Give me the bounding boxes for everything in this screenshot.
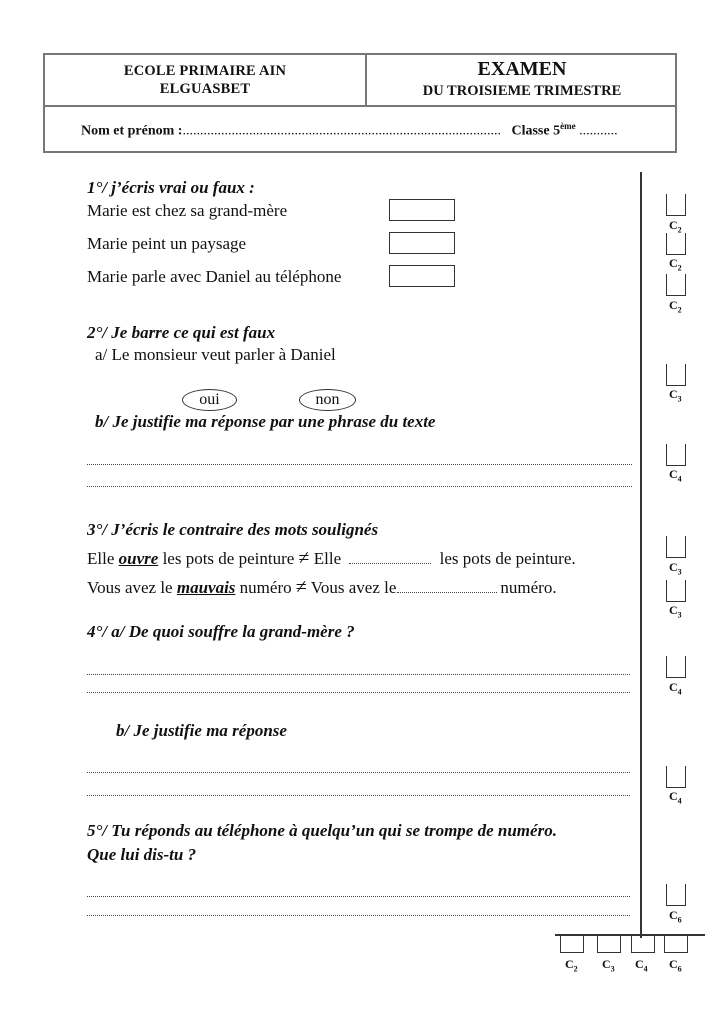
q1-answer-box-3[interactable] bbox=[389, 265, 455, 287]
answer-line[interactable] bbox=[87, 692, 630, 693]
q1-title: 1°/ j’écris vrai ou faux : bbox=[87, 178, 255, 197]
score-box[interactable] bbox=[666, 233, 686, 255]
q3-line-2 bbox=[87, 576, 557, 599]
q1-statement-2: Marie peint un paysage bbox=[87, 234, 247, 253]
q1-answer-box-2[interactable] bbox=[389, 232, 455, 254]
q1-statement-3: Marie parle avec Daniel au téléphone bbox=[87, 267, 342, 286]
q3-title: 3°/ J’écris le contraire des mots soulignés bbox=[87, 520, 379, 539]
total-score-label: $C_4$ bbox=[635, 957, 648, 974]
score-label: $C_3$ bbox=[669, 387, 682, 404]
answer-line[interactable] bbox=[87, 486, 632, 487]
answer-line[interactable] bbox=[87, 896, 630, 897]
q4-justify-prompt: b/ Je justifie ma réponse bbox=[116, 721, 287, 740]
score-label: $C_4$ bbox=[669, 789, 682, 806]
q3-line2-after: Vous avez le bbox=[306, 578, 397, 597]
total-score-label: $C_2$ bbox=[565, 957, 578, 974]
answer-line[interactable] bbox=[87, 464, 632, 465]
total-score-label: $C_6$ bbox=[669, 957, 682, 974]
score-box[interactable] bbox=[666, 884, 686, 906]
q3-line1-end: les pots de peinture. bbox=[435, 549, 576, 568]
school-name-line1: ECOLE PRIMAIRE AIN bbox=[123, 63, 287, 79]
q3-line1-pre: Elle bbox=[87, 549, 119, 568]
class-superscript: ème bbox=[560, 121, 576, 131]
score-label: $C_4$ bbox=[669, 467, 682, 484]
q2-option-non[interactable]: non bbox=[299, 389, 356, 411]
score-box[interactable] bbox=[666, 766, 686, 788]
class-field[interactable]: ........... bbox=[579, 123, 618, 139]
exam-title: EXAMEN bbox=[477, 58, 567, 80]
header-box bbox=[43, 53, 677, 153]
score-box[interactable] bbox=[666, 536, 686, 558]
score-label: $C_3$ bbox=[669, 560, 682, 577]
q3-line-1 bbox=[87, 547, 576, 570]
score-box[interactable] bbox=[666, 274, 686, 296]
score-label: $C_2$ bbox=[669, 256, 682, 273]
q4-title: 4°/ a/ De quoi souffre la grand-mère ? bbox=[87, 622, 355, 641]
q5-title-line1: 5°/ Tu réponds au téléphone à quelqu’un qui se trompe de numéro. bbox=[87, 821, 557, 840]
name-label: Nom et prénom : bbox=[81, 123, 183, 139]
q1-answer-box-1[interactable] bbox=[389, 199, 455, 221]
total-score-box[interactable] bbox=[560, 936, 584, 953]
answer-line[interactable] bbox=[87, 795, 630, 796]
score-box[interactable] bbox=[666, 194, 686, 216]
q1-statement-1: Marie est chez sa grand-mère bbox=[87, 201, 288, 220]
score-label: $C_3$ bbox=[669, 603, 682, 620]
q3-line1-after: Elle bbox=[309, 549, 346, 568]
score-label: $C_2$ bbox=[669, 218, 682, 235]
score-label: $C_4$ bbox=[669, 680, 682, 697]
q3-underlined-word-1: ouvre bbox=[118, 549, 159, 568]
q2-statement: a/ Le monsieur veut parler à Daniel bbox=[95, 345, 336, 364]
score-label: $C_6$ bbox=[669, 908, 682, 925]
total-score-label: $C_3$ bbox=[602, 957, 615, 974]
answer-line[interactable] bbox=[87, 915, 630, 916]
q3-line1-mid: les pots de peinture bbox=[158, 549, 299, 568]
margin-line bbox=[640, 172, 642, 938]
name-field[interactable]: ........................................................................................... bbox=[182, 123, 501, 139]
school-cell bbox=[45, 55, 367, 105]
not-equal-symbol: ≠ bbox=[298, 547, 310, 569]
score-box[interactable] bbox=[666, 580, 686, 602]
score-box[interactable] bbox=[666, 656, 686, 678]
q3-line2-mid: numéro bbox=[235, 578, 296, 597]
total-score-box[interactable] bbox=[631, 936, 655, 953]
score-box[interactable] bbox=[666, 364, 686, 386]
total-score-box[interactable] bbox=[597, 936, 621, 953]
q3-line2-pre: Vous avez le bbox=[87, 578, 177, 597]
student-info-line bbox=[81, 121, 618, 140]
q3-line2-end: numéro. bbox=[500, 578, 557, 597]
q2-justify-prompt: b/ Je justifie ma réponse par une phrase du texte bbox=[95, 412, 436, 431]
answer-line[interactable] bbox=[87, 674, 630, 675]
answer-line[interactable] bbox=[87, 772, 630, 773]
score-label: $C_2$ bbox=[669, 298, 682, 315]
exam-subtitle: DU TROISIEME TRIMESTRE bbox=[422, 83, 622, 99]
score-box[interactable] bbox=[666, 444, 686, 466]
q3-underlined-word-2: mauvais bbox=[176, 578, 236, 597]
school-name-line2: ELGUASBET bbox=[159, 81, 251, 97]
q5-title-line2: Que lui dis-tu ? bbox=[87, 845, 197, 864]
q3-blank-1[interactable] bbox=[349, 559, 431, 564]
class-label: Classe 5 bbox=[511, 123, 561, 139]
header-top-row bbox=[45, 55, 675, 107]
total-score-box[interactable] bbox=[664, 936, 688, 953]
q2-option-oui[interactable]: oui bbox=[182, 389, 237, 411]
q2-title: 2°/ Je barre ce qui est faux bbox=[87, 323, 276, 342]
not-equal-symbol: ≠ bbox=[295, 576, 307, 598]
q3-blank-2[interactable] bbox=[397, 588, 497, 593]
